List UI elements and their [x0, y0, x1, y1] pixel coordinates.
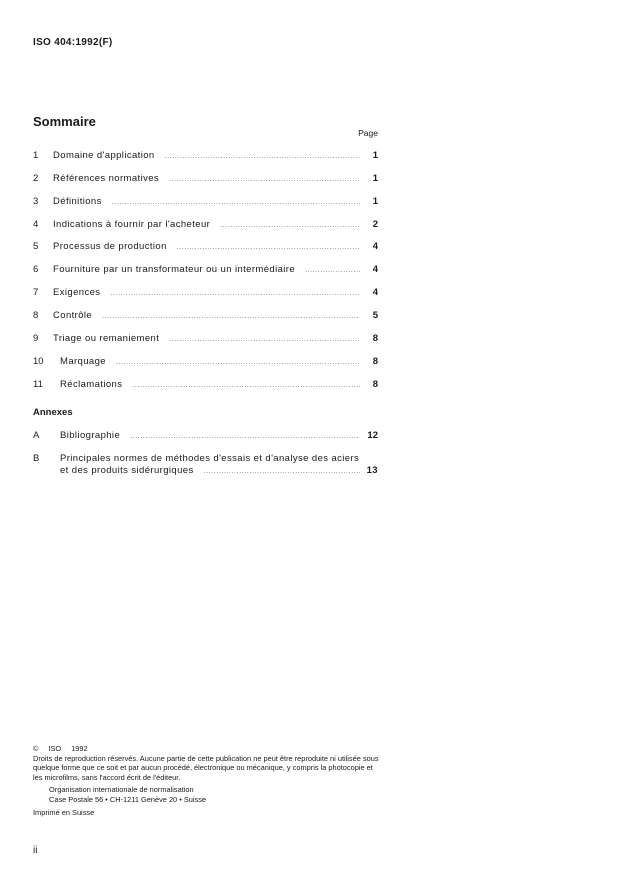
- toc-entry-number: 10: [33, 356, 44, 367]
- toc-entry-6[interactable]: [33, 264, 378, 276]
- toc-entry-label: Réclamations: [60, 379, 123, 390]
- toc-title: Sommaire: [33, 114, 96, 129]
- toc-entry-page: 4: [372, 264, 378, 275]
- annex-label-line-1: Principales normes de méthodes d'essais et d'analyse des aciers: [60, 453, 360, 464]
- toc-entry-label: Triage ou remaniement: [53, 333, 160, 344]
- toc-entry-number: 6: [33, 264, 39, 275]
- copyright-year: 1992: [71, 744, 88, 753]
- copyright-symbol: ©: [33, 744, 39, 753]
- toc-entry-number: 9: [33, 333, 39, 344]
- toc-entry-1[interactable]: [33, 150, 378, 162]
- toc-entry-2[interactable]: [33, 173, 378, 185]
- toc-entry-page: 4: [372, 241, 378, 252]
- organization-address: Case Postale 56 • CH-1211 Genève 20 • Suisse: [49, 794, 207, 804]
- rights-statement: Droits de reproduction réservés. Aucune partie de cette publication ne peut être reproduite ni utilisée sous quelque forme que ce soit et par aucun procédé, électronique ou mécanique, y compris la photocopie et les microfilms, sans l'accord écrit de l'éditeur.: [33, 753, 379, 782]
- toc-entry-label: Exigences: [53, 287, 101, 298]
- toc-entry-page: 1: [372, 196, 378, 207]
- toc-entry-page: 1: [372, 173, 378, 184]
- toc-entry-label: Contrôle: [53, 310, 93, 321]
- dot-leader: [110, 290, 360, 297]
- toc-entry-page: 2: [372, 219, 378, 230]
- dot-leader: [220, 222, 360, 229]
- dot-leader: [132, 382, 360, 389]
- toc-entry-5[interactable]: [33, 241, 378, 253]
- toc-entry-7[interactable]: [33, 287, 378, 299]
- toc-entry-page: 8: [372, 333, 378, 344]
- toc-entry-number: 2: [33, 173, 39, 184]
- toc-entry-9[interactable]: [33, 333, 378, 345]
- toc-entry-label: Définitions: [53, 196, 102, 207]
- dot-leader: [165, 153, 360, 160]
- toc-entry-label: Marquage: [60, 356, 106, 367]
- toc-entry-page: 1: [372, 150, 378, 161]
- toc-entry-number: 4: [33, 219, 39, 230]
- toc-entry-number: 5: [33, 241, 39, 252]
- annex-letter: B: [33, 453, 40, 464]
- annex-page: 12: [367, 430, 378, 441]
- dot-leader: [169, 336, 360, 343]
- dot-leader: [116, 359, 360, 366]
- page-number: ii: [33, 845, 38, 856]
- toc-entry-label: Domaine d'application: [53, 150, 155, 161]
- toc-entry-page: 8: [372, 356, 378, 367]
- toc-entry-number: 3: [33, 196, 39, 207]
- annex-entry-b[interactable]: [33, 453, 378, 476]
- printed-in: Imprimé en Suisse: [33, 807, 95, 817]
- dot-leader: [305, 267, 360, 274]
- annex-label: Bibliographie: [60, 430, 121, 441]
- toc-entry-4[interactable]: [33, 219, 378, 231]
- annex-page: 13: [366, 465, 378, 476]
- toc-entry-label: Indications à fournir par l'acheteur: [53, 219, 211, 230]
- toc-entry-page: 5: [372, 310, 378, 321]
- toc-entry-11[interactable]: [33, 379, 378, 391]
- dot-leader: [112, 199, 360, 206]
- dot-leader: [169, 176, 360, 183]
- toc-entry-number: 7: [33, 287, 39, 298]
- toc-entry-10[interactable]: [33, 356, 378, 368]
- toc-entry-label: Processus de production: [53, 241, 167, 252]
- annexes-heading: Annexes: [33, 407, 73, 418]
- annex-entry-a[interactable]: [33, 430, 378, 442]
- toc-entry-3[interactable]: [33, 196, 378, 208]
- toc-entry-number: 11: [33, 379, 43, 390]
- dot-leader: [204, 468, 360, 475]
- toc-entry-number: 8: [33, 310, 39, 321]
- standard-identifier: ISO 404:1992(F): [33, 37, 113, 48]
- dot-leader: [102, 313, 360, 320]
- toc-entry-page: 4: [372, 287, 378, 298]
- toc-entry-label: Références normatives: [53, 173, 160, 184]
- toc-entry-8[interactable]: [33, 310, 378, 322]
- annex-letter: A: [33, 430, 40, 441]
- organization-name: Organisation internationale de normalisation: [49, 785, 194, 795]
- copyright-org: ISO: [48, 744, 62, 753]
- dot-leader: [130, 433, 360, 440]
- toc-entry-page: 8: [372, 379, 378, 390]
- toc-entry-number: 1: [33, 150, 39, 161]
- dot-leader: [177, 244, 360, 251]
- page-column-header: Page: [358, 128, 378, 138]
- toc-entry-label: Fourniture par un transformateur ou un intermédiaire: [53, 264, 296, 275]
- annex-label-line-2: et des produits sidérurgiques: [60, 465, 194, 476]
- copyright-line: [33, 744, 383, 754]
- copyright-notice: [33, 744, 383, 817]
